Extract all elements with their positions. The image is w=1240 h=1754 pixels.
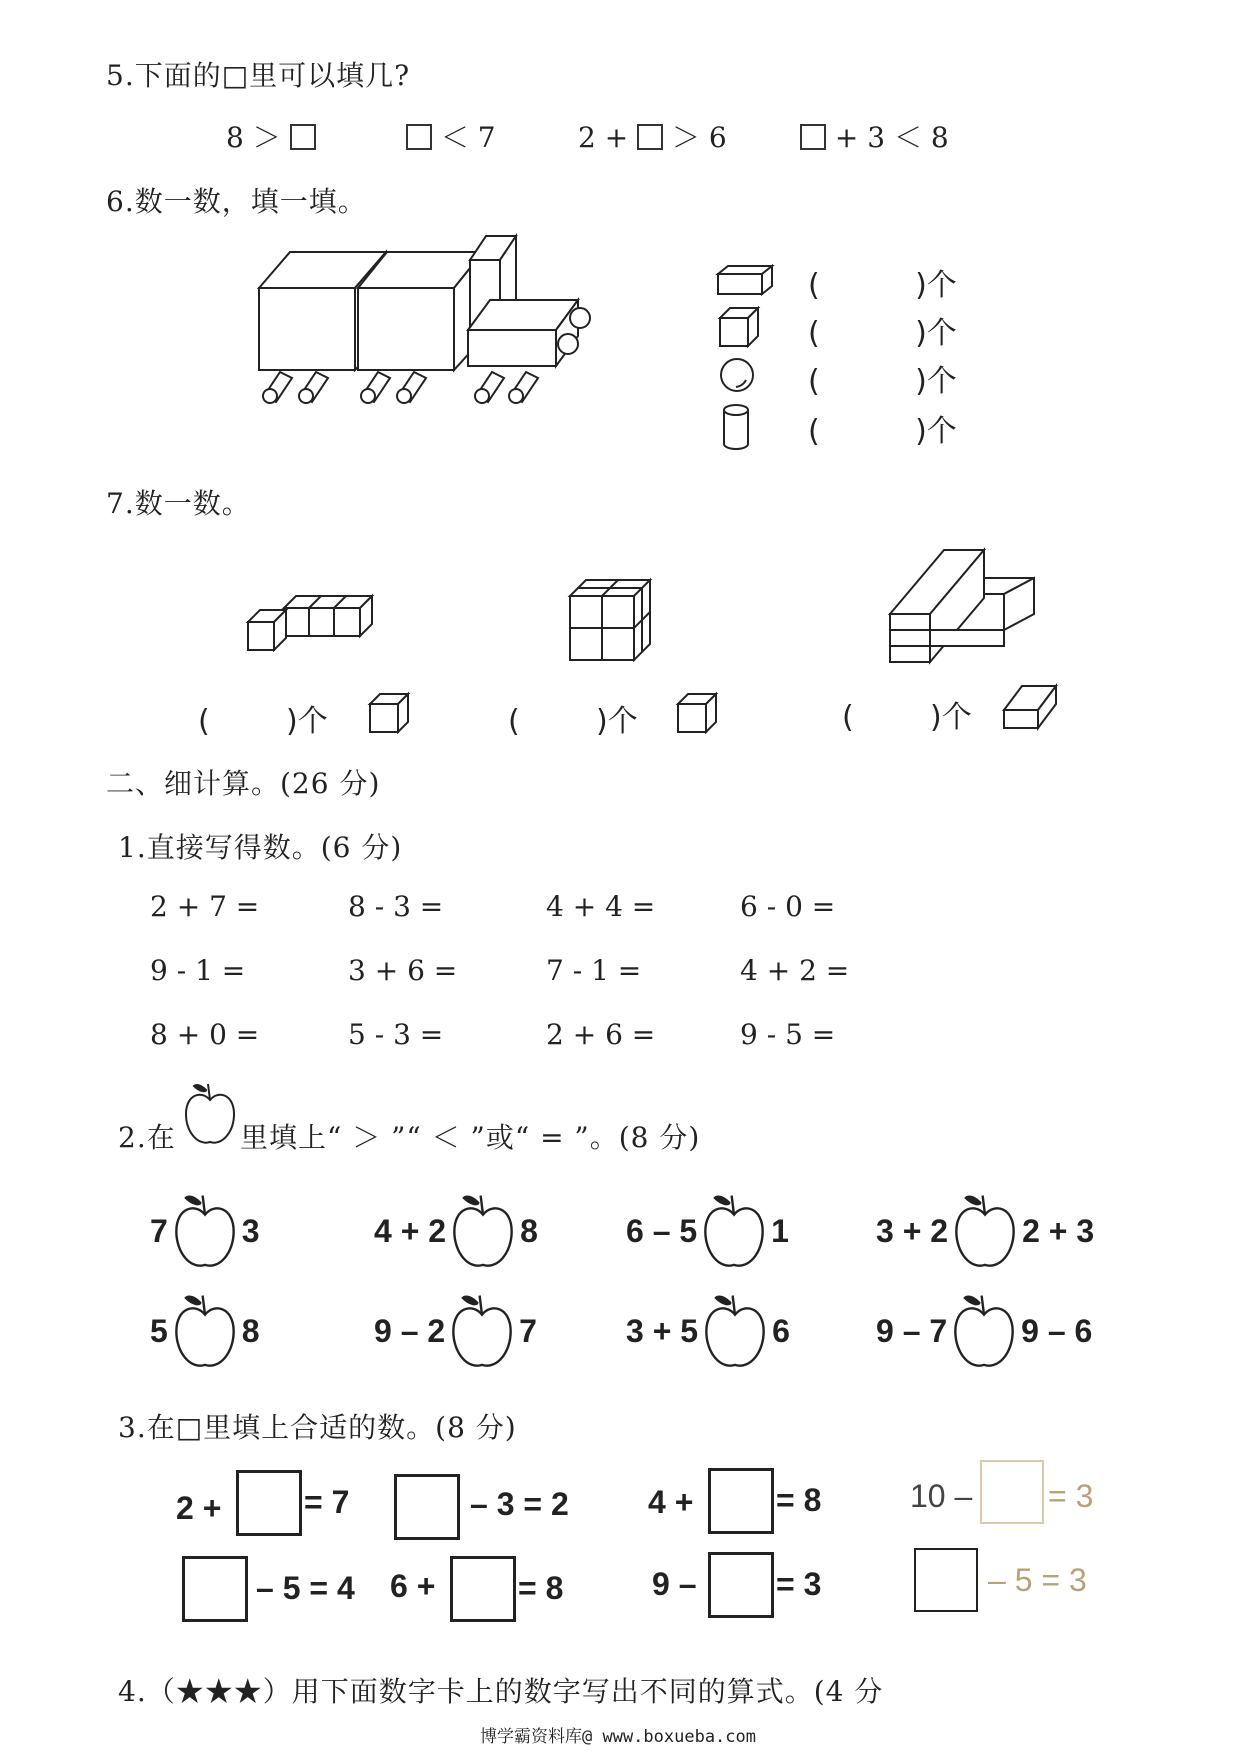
q7-answer-2-blank[interactable]: ( )个: [508, 704, 638, 739]
apple-answer-icon[interactable]: [699, 1186, 769, 1276]
footer-watermark: 博学霸资料库@ www.boxueba.com: [480, 1727, 756, 1747]
compare-right: 9 – 6: [1021, 1312, 1093, 1349]
compare-item: [374, 1286, 537, 1376]
compare-item: [876, 1286, 1092, 1376]
compare-right: 2 + 3: [1022, 1212, 1095, 1249]
q5-title: 5.下面的□里可以填几?: [106, 59, 411, 92]
s2q3-r1c1-box[interactable]: [236, 1470, 302, 1536]
apple-answer-icon[interactable]: [950, 1186, 1020, 1276]
q6-title: 6.数一数，填一填。: [106, 185, 367, 218]
s2q1-r3c4[interactable]: 9 - 5 =: [740, 1018, 836, 1051]
q5-answer-box-3[interactable]: [637, 124, 663, 150]
s2q3-r1c3-right: = 8: [776, 1482, 822, 1518]
compare-item: [626, 1186, 789, 1276]
s2q3-r1c4-right: = 3: [1048, 1478, 1094, 1514]
apple-answer-icon[interactable]: [447, 1286, 517, 1376]
s2q3-r2c2-right: = 8: [518, 1570, 564, 1606]
compare-item: [150, 1286, 260, 1376]
cube-stack-b: [564, 574, 664, 674]
cube-stack-a: [244, 582, 384, 652]
apple-answer-icon[interactable]: [170, 1286, 240, 1376]
s2q3-r1c1-left: 2 +: [176, 1490, 222, 1526]
q7-unit-cuboid-icon: [1000, 680, 1060, 732]
q7-title: 7.数一数。: [106, 487, 251, 520]
s2q3-r2c4-box[interactable]: [914, 1548, 978, 1612]
compare-item: [374, 1186, 538, 1276]
q7-unit-cube-icon-2: [676, 692, 720, 736]
s2q1-r2c2[interactable]: 3 + 6 =: [348, 954, 458, 987]
compare-left: 5: [150, 1312, 168, 1349]
s2q1-title: 1.直接写得数。(6 分): [118, 831, 403, 864]
compare-right: 7: [519, 1312, 537, 1349]
s2q1-r1c1[interactable]: 2 + 7 =: [150, 890, 260, 923]
compare-item: [626, 1286, 790, 1376]
q7-unit-cube-icon-1: [368, 692, 412, 736]
q6-row-4-blank[interactable]: ( )个: [808, 414, 957, 449]
compare-left: 3 + 2: [876, 1212, 949, 1249]
cube-icon: [718, 306, 762, 350]
apple-answer-icon[interactable]: [448, 1186, 518, 1276]
section2-title: 二、细计算。(26 分): [106, 767, 381, 800]
compare-left: 4 + 2: [374, 1212, 447, 1249]
s2q1-r3c3[interactable]: 2 + 6 =: [546, 1018, 656, 1051]
q5-answer-box-2[interactable]: [406, 124, 432, 150]
q6-row-3-blank[interactable]: ( )个: [808, 364, 957, 399]
s2q3-r2c2-box[interactable]: [450, 1556, 516, 1622]
s2q3-r2c1-right: – 5 = 4: [256, 1570, 355, 1606]
s2q3-r1c3-left: 4 +: [648, 1484, 694, 1520]
s2q1-r2c4[interactable]: 4 + 2 =: [740, 954, 850, 987]
q5-answer-box-1[interactable]: [290, 124, 316, 150]
s2q1-r2c1[interactable]: 9 - 1 =: [150, 954, 246, 987]
q7-answer-3-blank[interactable]: ( )个: [842, 700, 972, 735]
s2q3-title: 3.在□里填上合适的数。(8 分): [118, 1411, 517, 1444]
compare-right: 1: [771, 1212, 789, 1249]
compare-left: 6 – 5: [626, 1212, 698, 1249]
s2q1-r3c2[interactable]: 5 - 3 =: [348, 1018, 444, 1051]
q5-item-4: + 3 ＜ 8: [800, 116, 949, 156]
sphere-icon: [718, 356, 758, 396]
s2q3-r1c4-left: 10 –: [910, 1478, 973, 1514]
apple-answer-icon[interactable]: [700, 1286, 770, 1376]
q5-item-2: ＜ 7: [406, 116, 496, 156]
s2q1-r1c2[interactable]: 8 - 3 =: [348, 890, 444, 923]
cuboid-icon: [716, 264, 776, 298]
compare-item: [876, 1186, 1094, 1276]
compare-right: 6: [772, 1312, 790, 1349]
s2q4-title: 4.（★★★）用下面数字卡上的数字写出不同的算式。(4 分: [118, 1675, 884, 1708]
s2q1-r1c3[interactable]: 4 + 4 =: [546, 890, 656, 923]
q5-answer-box-4[interactable]: [800, 124, 826, 150]
compare-right: 8: [241, 1312, 260, 1349]
q6-row-2-blank[interactable]: ( )个: [808, 316, 957, 351]
compare-right: 3: [241, 1212, 260, 1249]
s2q1-r3c1[interactable]: 8 + 0 =: [150, 1018, 260, 1051]
s2q3-r2c3-right: = 3: [776, 1566, 822, 1602]
train-figure: [250, 230, 600, 410]
s2q3-r2c2-left: 6 +: [390, 1568, 436, 1604]
q5-item-1: 8 ＞: [226, 116, 316, 156]
s2q3-r1c2-box[interactable]: [394, 1474, 460, 1540]
s2q2-title-b: 里填上“ ＞ ”“ ＜ ”或“ = ”。(8 分): [240, 1121, 701, 1154]
cylinder-icon: [720, 402, 754, 452]
cuboid-stack-c: [884, 544, 1044, 674]
s2q3-r1c3-box[interactable]: [708, 1468, 774, 1534]
s2q3-r1c2-right: – 3 = 2: [470, 1486, 569, 1522]
compare-item: [150, 1186, 260, 1276]
q7-answer-1-blank[interactable]: ( )个: [198, 704, 328, 739]
s2q3-r2c3-left: 9 –: [652, 1566, 697, 1602]
s2q3-r2c3-box[interactable]: [708, 1552, 774, 1618]
q5-item-3: 2 + ＞ 6: [578, 121, 727, 154]
compare-left: 3 + 5: [626, 1312, 699, 1349]
compare-left: 9 – 2: [374, 1312, 446, 1349]
q6-row-1-blank[interactable]: ( )个: [808, 268, 957, 303]
compare-right: 8: [520, 1212, 538, 1249]
apple-answer-icon[interactable]: [949, 1286, 1019, 1376]
s2q3-r2c1-box[interactable]: [182, 1556, 248, 1622]
apple-icon: [182, 1076, 238, 1148]
s2q2-title-a: 2.在: [118, 1121, 176, 1154]
s2q3-r1c1-right: = 7: [304, 1484, 350, 1520]
s2q1-r1c4[interactable]: 6 - 0 =: [740, 890, 836, 923]
compare-left: 9 – 7: [876, 1312, 948, 1349]
s2q3-r1c4-box[interactable]: [980, 1460, 1044, 1524]
s2q1-r2c3[interactable]: 7 - 1 =: [546, 954, 642, 987]
apple-answer-icon[interactable]: [170, 1186, 240, 1276]
compare-left: 7: [150, 1212, 168, 1249]
s2q3-r2c4-right: – 5 = 3: [988, 1562, 1087, 1598]
